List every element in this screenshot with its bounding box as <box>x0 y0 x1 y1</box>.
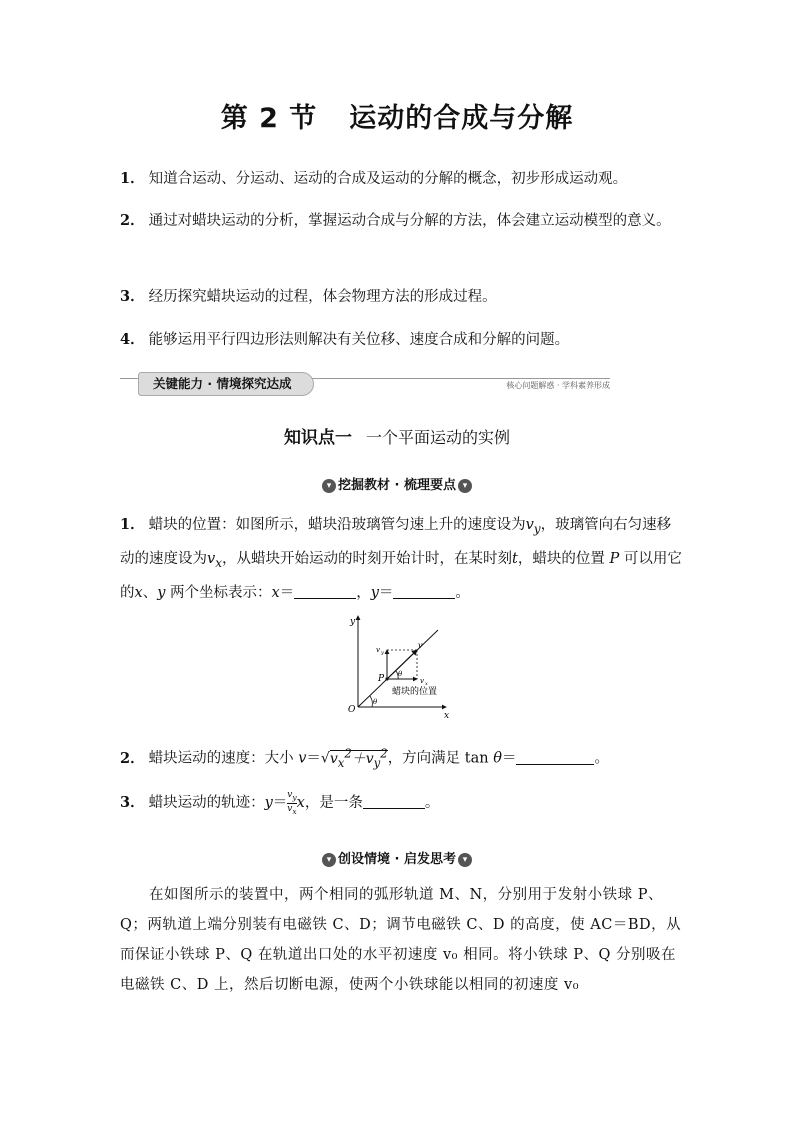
answer-blank[interactable] <box>516 748 594 765</box>
banner-label: 关键能力 · 情境探究达成 <box>138 372 314 396</box>
svg-text:θ: θ <box>398 670 403 678</box>
svg-text:y: y <box>350 617 356 627</box>
sqrt-formula: $√v_x^2+v_y^2$ <box>320 746 388 770</box>
section-banner <box>120 372 610 396</box>
scenario-paragraph: 在如图所示的装置中，两个相同的弧形轨道 M、N，分别用于发射小铁球 P、Q；两轨道上端分别装有电磁铁 C、D；调节电磁铁 C、D 的高度，使 AC＝BD，从而保证小铁球 P、Q 在轨道出口处的水平初速度 v₀ 相同。将小铁球 P、Q 分别吸在电磁铁 C、D 上，然后切断电源，使两个小铁球能以相同的初速度 v₀ <box>120 887 682 993</box>
section-label: 知识点一 <box>283 428 352 448</box>
svg-text:x: x <box>444 711 450 721</box>
chevron-down-icon: ▾ <box>322 479 336 493</box>
objective-3: 3． 经历探究蜡块运动的过程，体会物理方法的形成过程。 <box>120 288 497 305</box>
item-1: 1． 蜡块的位置：如图所示，蜡块沿玻璃管匀速上升的速度设为$v_y$，玻璃管向右匀速移动的速度设为$v_x$，从蜡块开始运动的时刻开始计时，在某时刻t，蜡块的位置 P 可以用它的x、y 两个坐标表示：x＝ ，y＝ 。 <box>120 516 682 601</box>
section-title: 一个平面运动的实例 <box>365 428 510 447</box>
figure-caption: 蜡块的位置 <box>392 687 438 697</box>
item-2: 2． 蜡块运动的速度：大小 $v=√v_x^2+v_y^2$，方向满足 tan θ＝ 。 <box>120 746 609 770</box>
subheading-2: ▾ 创设情境 · 启发思考 ▾ <box>0 848 794 867</box>
svg-text:θ: θ <box>373 698 378 706</box>
svg-text:P: P <box>378 674 385 684</box>
wax-block-figure <box>340 612 460 724</box>
chevron-down-icon: ▾ <box>458 479 472 493</box>
answer-blank[interactable] <box>363 792 425 809</box>
banner-right-text: 核心问题解惑 · 学科素养形成 <box>506 381 610 390</box>
chevron-down-icon: ▾ <box>322 853 336 867</box>
objective-1: 1． 知道合运动、分运动、运动的合成及运动的分解的概念，初步形成运动观。 <box>120 170 628 187</box>
subheading-1: ▾ 挖掘教材 · 梳理要点 ▾ <box>0 474 794 493</box>
objective-2: 2． 通过对蜡块运动的分析，掌握运动合成与分解的方法，体会建立运动模型的意义。 <box>120 212 671 229</box>
svg-text:x: x <box>425 681 428 687</box>
item-3: 3． 蜡块运动的轨迹：y＝ $\frac{v_y}{v_x}$ x，是一条 。 <box>120 789 440 816</box>
svg-text:y: y <box>381 650 384 656</box>
vy-over-vx-fraction: $\frac{v_y}{v_x}$ <box>287 789 297 816</box>
svg-text:O: O <box>348 705 356 715</box>
answer-blank[interactable] <box>294 582 356 599</box>
chevron-down-icon: ▾ <box>458 853 472 867</box>
section-heading <box>0 423 794 448</box>
svg-text:v: v <box>420 677 424 685</box>
point-p <box>385 677 388 680</box>
svg-text:v: v <box>418 641 423 650</box>
svg-text:v: v <box>376 646 380 654</box>
title-main: 运动的合成与分解 <box>349 103 574 134</box>
answer-blank[interactable] <box>393 582 455 599</box>
objective-4: 4． 能够运用平行四边形法则解决有关位移、速度合成和分解的问题。 <box>120 331 570 348</box>
title-prefix: 第 2 节 <box>220 103 318 134</box>
page-title <box>0 96 794 135</box>
